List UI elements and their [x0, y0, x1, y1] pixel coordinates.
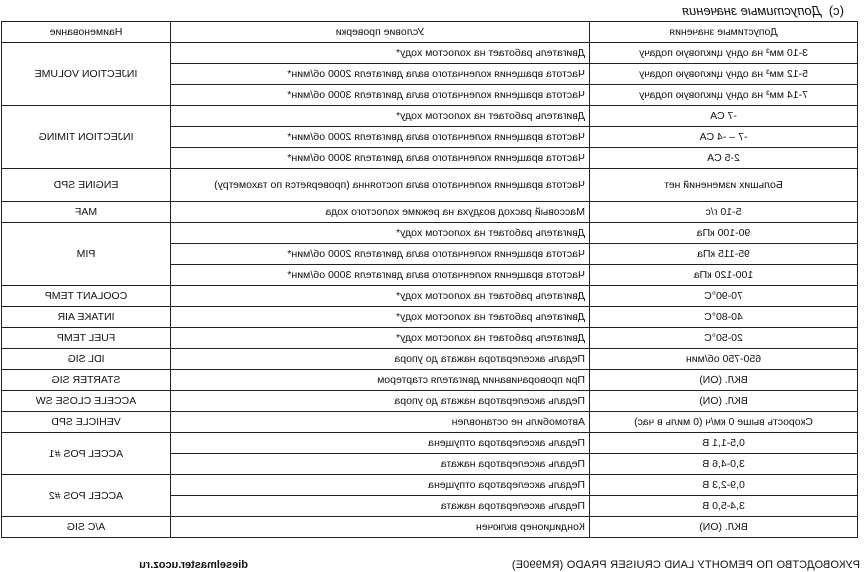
table-header-row: [2, 22, 858, 43]
parameter-name: MAF: [2, 202, 171, 223]
test-condition: Педаль акселератора нажата: [171, 454, 590, 475]
test-condition: Двигатель работает на холостом ходу*: [171, 307, 590, 328]
table-row: [2, 349, 858, 370]
table-row: [2, 370, 858, 391]
table-row: [2, 391, 858, 412]
spec-value: ВКЛ. (ON): [590, 517, 858, 538]
test-condition: Двигатель работает на холостом ходу*: [171, 286, 590, 307]
spec-value: -7 – -4 CA: [590, 127, 858, 148]
table-row: [2, 43, 858, 64]
test-condition: Частота вращения коленчатого вала постоянна (проверяется по тахометру): [171, 169, 590, 202]
spec-value: 20-50°C: [590, 328, 858, 349]
test-condition: Двигатель работает на холостом ходу*: [171, 328, 590, 349]
spec-value: 3,0-4,6 В: [590, 454, 858, 475]
test-condition: Кондиционер включен: [171, 517, 590, 538]
table-row: [2, 169, 858, 202]
table-row: [2, 433, 858, 454]
test-condition: Частота вращения коленчатого вала двигателя 2000 об/мин*: [171, 127, 590, 148]
table-row: [2, 328, 858, 349]
parameter-name: A/C SIG: [2, 517, 171, 538]
test-condition: Частота вращения коленчатого вала двигателя 2000 об/мин*: [171, 64, 590, 85]
footer-site: dieselmaster.ucoz.ru: [139, 559, 248, 571]
spec-value: 650-750 об/мин: [590, 349, 858, 370]
header-name: Наименование: [2, 22, 171, 43]
parameter-name: ENGINE SPD: [2, 169, 171, 202]
spec-value: ВКЛ. (ON): [590, 391, 858, 412]
spec-table: [1, 21, 858, 538]
parameter-name: INTAKE AIR: [2, 307, 171, 328]
spec-value: 95-115 кПа: [590, 244, 858, 265]
test-condition: Педаль акселератора нажата до упора: [171, 391, 590, 412]
spec-value: Скорость выше 0 км/ч (0 миль в час): [590, 412, 858, 433]
spec-value: 70-90°C: [590, 286, 858, 307]
table-row: [2, 106, 858, 127]
header-condition: Условие проверки: [171, 22, 590, 43]
table-row: [2, 307, 858, 328]
test-condition: Двигатель работает на холостом ходу*: [171, 223, 590, 244]
footer-manual-title: РУКОВОДСТВО ПО РЕМОНТУ LAND CRUISER PRADO (RM990E): [511, 559, 860, 571]
table-row: [2, 223, 858, 244]
parameter-name: ACCELE CLOSE SW: [2, 391, 171, 412]
spec-value: 100-120 кПа: [590, 265, 858, 286]
parameter-name: IDL SIG: [2, 349, 171, 370]
parameter-name: FUEL TEMP: [2, 328, 171, 349]
parameter-name: INJECTION TIMING: [2, 106, 171, 169]
spec-value: 90-100 кПа: [590, 223, 858, 244]
test-condition: При проворачивании двигателя стартером: [171, 370, 590, 391]
test-condition: Частота вращения коленчатого вала двигателя 3000 об/мин*: [171, 148, 590, 169]
spec-value: 2-5 CA: [590, 148, 858, 169]
parameter-name: PIM: [2, 223, 171, 286]
parameter-name: STARTER SIG: [2, 370, 171, 391]
spec-value: 7-14 мм³ на одну цикловую подачу: [590, 85, 858, 106]
table-row: [2, 286, 858, 307]
parameter-name: ACCEL POS #2: [2, 475, 171, 517]
spec-value: 3,4-5,0 В: [590, 496, 858, 517]
spec-value: Больших изменений нет: [590, 169, 858, 202]
spec-value: 3-10 мм³ на одну цикловую подачу: [590, 43, 858, 64]
table-row: [2, 202, 858, 223]
test-condition: Педаль акселератора отпущена: [171, 433, 590, 454]
table-row: [2, 517, 858, 538]
section-title: Допустимые значения: [682, 3, 821, 18]
test-condition: Педаль акселератора отпущена: [171, 475, 590, 496]
parameter-name: COOLANT TEMP: [2, 286, 171, 307]
table-row: [2, 412, 858, 433]
parameter-name: INJECTION VOLUME: [2, 43, 171, 106]
spec-value: -7 CA: [590, 106, 858, 127]
spec-value: 40-80°C: [590, 307, 858, 328]
spec-table-body: [2, 43, 858, 538]
test-condition: Частота вращения коленчатого вала двигателя 2000 об/мин*: [171, 244, 590, 265]
test-condition: Двигатель работает на холостом ходу*: [171, 43, 590, 64]
test-condition: Массовый расход воздуха на режиме холостого хода: [171, 202, 590, 223]
test-condition: Частота вращения коленчатого вала двигателя 3000 об/мин*: [171, 85, 590, 106]
spec-value: ВКЛ. (ON): [590, 370, 858, 391]
parameter-name: ACCEL POS #1: [2, 433, 171, 475]
test-condition: Двигатель работает на холостом ходу*: [171, 106, 590, 127]
test-condition: Педаль акселератора нажата: [171, 496, 590, 517]
spec-value: 0,5-1,1 В: [590, 433, 858, 454]
test-condition: Частота вращения коленчатого вала двигателя 3000 об/мин*: [171, 265, 590, 286]
test-condition: Автомобиль не остановлен: [171, 412, 590, 433]
section-heading: [682, 3, 844, 18]
section-letter: (c): [828, 3, 844, 18]
test-condition: Педаль акселератора нажата до упора: [171, 349, 590, 370]
parameter-name: VEHICLE SPD: [2, 412, 171, 433]
spec-value: 0,9-2,3 В: [590, 475, 858, 496]
spec-value: 5-12 мм³ на одну цикловую подачу: [590, 64, 858, 85]
spec-value: 5-10 г/с: [590, 202, 858, 223]
table-row: [2, 475, 858, 496]
header-value: Допустимые значения: [590, 22, 858, 43]
